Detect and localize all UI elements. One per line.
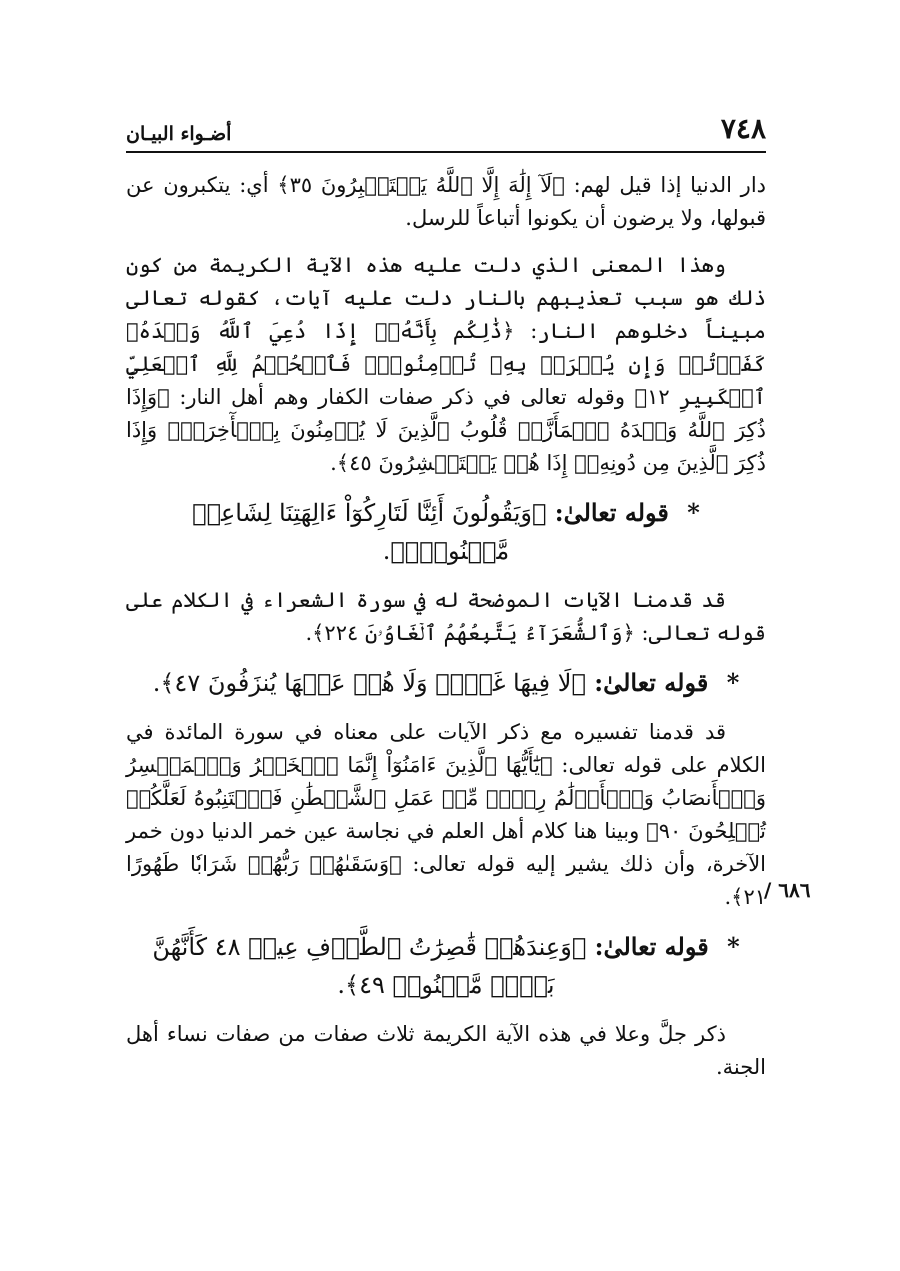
heading-label: قوله تعالىٰ: [554, 498, 669, 527]
paragraph-4: قد قدمنا تفسيره مع ذكر الآيات على معناه في سورة المائدة في الكلام على قوله تعالى: ﴿يَٰٓأَيُّهَا ٱلَّذِينَ ءَامَنُوٓاْ إِنَّمَا ٱلۡخَمۡرُ وَٱلۡمَيۡسِرُ وَٱلۡأَنصَابُ وَٱلۡأَزۡلَٰمُ رِجۡسٞ مِّنۡ عَمَلِ ٱلشَّيۡطَٰنِ فَٱجۡتَنِبُوهُ لَعَلَّكُمۡ تُفۡلِحُونَ ٩٠﴾ وبينا هنا كلام أهل العلم في نجاسة عين خمر الدنيا دون خمر الآخرة، وأن ذلك يشير إليه قوله تعالى: ﴿وَسَقَىٰهُمۡ رَبُّهُمۡ شَرَابٗا طَهُورًا ٢١﴾. [126, 720, 766, 909]
page-number: ٧٤٨ [720, 112, 766, 145]
heading-label: قوله تعالىٰ: [594, 932, 709, 961]
star-marker: * [726, 668, 740, 697]
book-page [126, 112, 766, 1084]
section-heading-3 [126, 928, 766, 1004]
section-heading-2 [126, 664, 766, 702]
paragraph-2: وهذا المعنى الذي دلت عليه هذه الآية الكريمة من كون ذلك هو سبب تعذيبهم بالنار دلت عليه آيات، كقوله تعالى مبيناً دخلوهم النار: ﴿ذَٰلِكُم بِأَنَّهُۥٓ إِذَا دُعِيَ ٱللَّهُ وَحۡدَهُۥ كَفَرۡتُمۡ وَإِن يُشۡرَكۡ بِهِۦ تُؤۡمِنُواْۚ فَٱلۡحُكۡمُ لِلَّهِ ٱلۡعَلِيِّ ٱلۡكَبِيرِ ١٢﴾ وقوله تعالى في ذكر صفات الكفار وهم أهل النار: ﴿وَإِذَا ذُكِرَ ٱللَّهُ وَحۡدَهُ ٱشۡمَأَزَّتۡ قُلُوبُ ٱلَّذِينَ لَا يُؤۡمِنُونَ بِٱلۡأٓخِرَةِۖ وَإِذَا ذُكِرَ ٱلَّذِينَ مِن دُونِهِۦٓ إِذَا هُمۡ يَسۡتَبۡشِرُونَ ٤٥﴾. [126, 253, 766, 475]
paragraph-3: قد قدمنا الآيات الموضحة له في سورة الشعراء في الكلام على قوله تعالى: ﴿وَٱلشُّعَرَآءُ يَتَّبِعُهُمُ ٱلۡغَاوُۥنَ ٢٢٤﴾. [126, 588, 766, 645]
page-body [126, 169, 766, 1084]
page-header [126, 112, 766, 153]
heading-verse: ﴿وَعِندَهُمۡ قَٰصِرَٰتُ ٱلطَّرۡفِ عِينٞ ٤٨ كَأَنَّهُنَّ بَيۡضٞ مَّكۡنُونٞ ٤٩﴾. [152, 933, 587, 999]
heading-verse: ﴿لَا فِيهَا غَوۡلٞ وَلَا هُمۡ عَنۡهَا يُنزَفُونَ ٤٧﴾. [152, 669, 586, 697]
star-marker: * [727, 932, 740, 961]
heading-label: قوله تعالىٰ: [594, 668, 709, 697]
section-heading-1 [126, 494, 766, 570]
marginal-page-reference: ٦٨٦ / [764, 878, 811, 902]
star-marker: * [687, 498, 700, 527]
paragraph-1: دار الدنيا إذا قيل لهم: ﴿لَآ إِلَٰهَ إِلَّا ٱللَّهُ يَسۡتَكۡبِرُونَ ٣٥﴾ أي: يتكبرون عن قبولها، ولا يرضون أن يكونوا أتباعاً للرسل. [126, 173, 767, 230]
paragraph-5: ذكر جلَّ وعلا في هذه الآية الكريمة ثلاث صفات من صفات نساء أهل الجنة. [126, 1022, 766, 1079]
running-title: أضـواء البيـان [126, 123, 232, 145]
heading-verse: ﴿وَيَقُولُونَ أَئِنَّا لَتَارِكُوٓاْ ءَالِهَتِنَا لِشَاعِرٖ مَّجۡنُونِۭ﴾. [192, 499, 547, 565]
